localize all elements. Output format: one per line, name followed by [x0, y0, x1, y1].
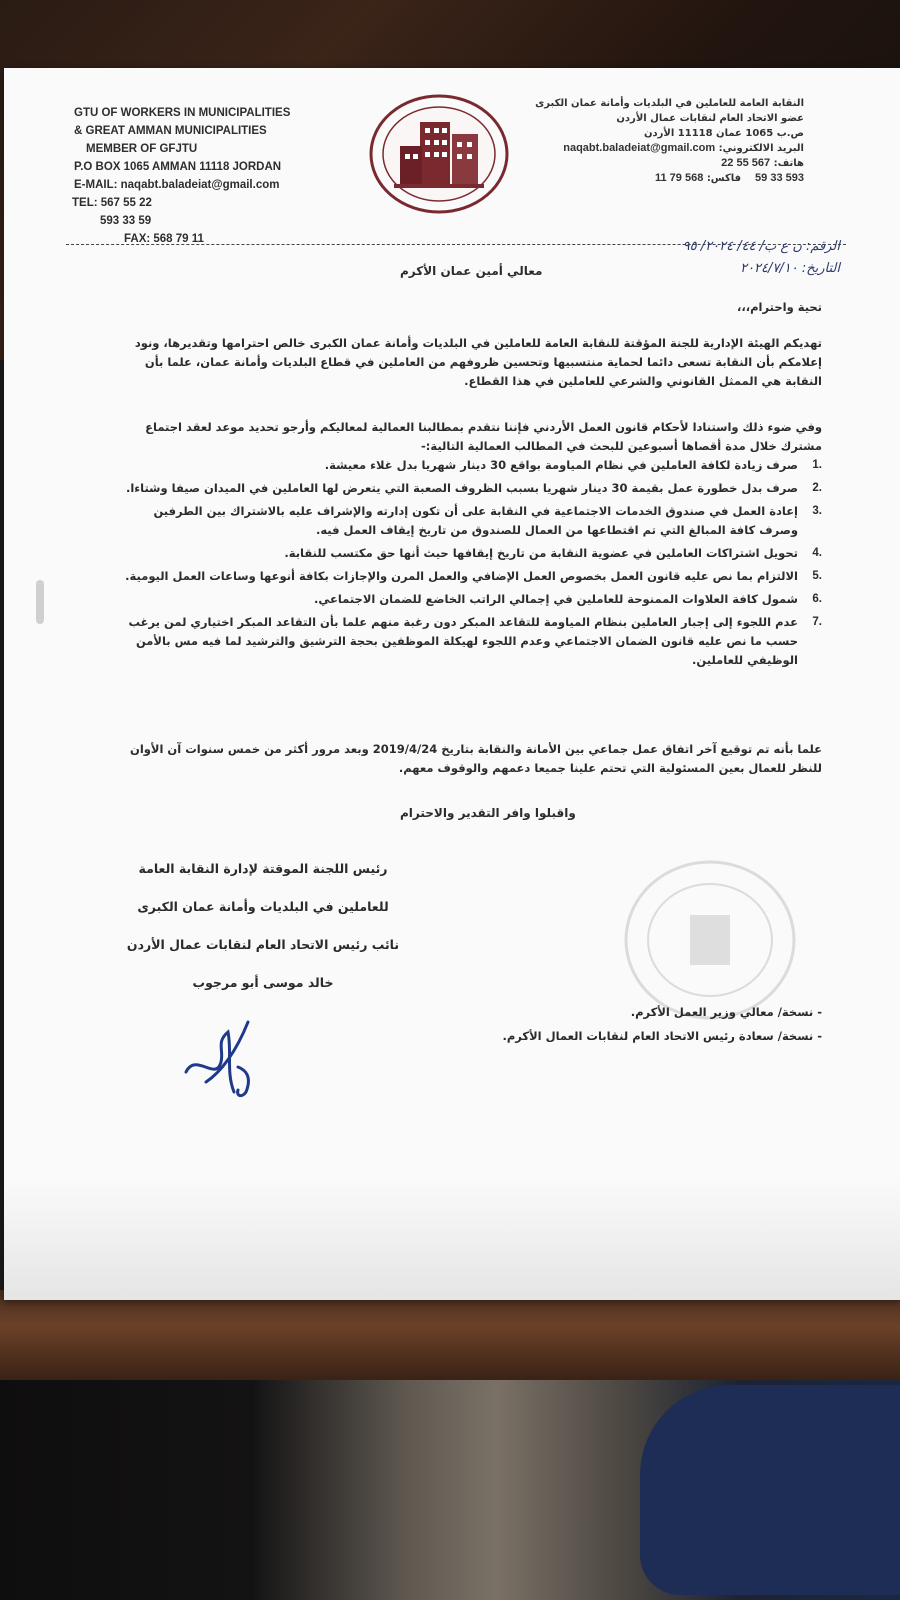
letterhead-en-tel1: TEL: 567 55 22: [72, 197, 152, 209]
reference-date: التاريخ: ٢٠٢٤/٧/١٠: [740, 261, 840, 276]
letterhead-ar-phone-label: هاتف:: [773, 158, 804, 169]
letterhead-ar-phone1: 567 55 22: [721, 157, 771, 169]
regards-line: واقبلوا وافر التقدير والاحترام: [400, 806, 576, 820]
demand-number: 4.: [812, 547, 822, 559]
letterhead-ar-line1: النقابة العامة للعاملين في البلديات وأمانة عمان الكبرى: [535, 98, 804, 109]
demand-number: 7.: [812, 616, 822, 628]
union-logo: [364, 90, 514, 220]
signatory-title1: رئيس اللجنة الموقتة لإدارة النقابة العامة: [138, 861, 388, 876]
demands-list: [122, 456, 822, 674]
demand-text: الالتزام بما نص عليه قانون العمل بخصوص العمل الإضافي والعمل المرن والإجازات بكافة أنوعها وساعات العمل اليومية.: [125, 569, 798, 583]
copy-item: - نسخة/ سعادة رئيس الاتحاد العام لنقابات العمال الأكرم.: [502, 1029, 822, 1043]
letterhead-en-tel2: 593 33 59: [100, 215, 152, 227]
signatory-title3: نائب رئيس الاتحاد العام لنقابات عمال الأردن: [126, 937, 400, 952]
shoe-in-frame: [640, 1385, 900, 1595]
letterhead-en-line3: MEMBER OF GFJTU: [86, 143, 198, 155]
demand-text: إعادة العمل في صندوق الخدمات الاجتماعية في النقابة على أن تكون إدارته والإشراف عليه بالاشتراك بين الطرفين وصرف كافة المبالغ التي تم اقتطاعها من العمال للصندوق من تاريخ إيقاف العمل فيه.: [153, 504, 798, 537]
letterhead-ar-email-label: البريد الالكتروني:: [718, 143, 804, 154]
letterhead-en-contact: [72, 194, 332, 248]
letterhead-en-tel-fax-row: [72, 212, 332, 248]
demand-item: [122, 479, 822, 498]
letterhead-ar-phone-row: [554, 156, 804, 171]
letterhead-ar-line2: عضو الاتحاد العام لنقابات عمال الأردن: [616, 113, 804, 124]
copies-list: [402, 1000, 822, 1048]
letterhead-en-line2: & GREAT AMMAN MUNICIPALITIES: [74, 125, 267, 137]
demand-text: صرف زيادة لكافة العاملين في نظام المياومة بواقع 30 دينار شهريا بدل غلاء معيشة.: [324, 458, 798, 472]
addressee: معالي أمين عمان الأكرم: [400, 264, 543, 278]
demand-item: [122, 590, 822, 609]
letterhead-ar-email: naqabt.baladeiat@gmail.com: [563, 142, 716, 154]
demand-item: [122, 544, 822, 563]
demand-number: 5.: [812, 570, 822, 582]
letterhead-english: [74, 104, 334, 194]
reference-number: الرقم: ن ع ب/ ٤٤/ ٢٠٢٤/ ٩٥: [682, 239, 840, 254]
letterhead-en-line1: GTU OF WORKERS IN MUNICIPALITIES: [74, 107, 291, 119]
demand-item: [122, 567, 822, 586]
letterhead-en-email: E-MAIL: naqabt.baladeiat@gmail.com: [74, 179, 280, 191]
letterhead-en-fax: FAX: 568 79 11: [124, 233, 204, 245]
letterhead-ar-fax-row: [554, 171, 804, 186]
signatory-title2: للعاملين في البلديات وأمانة عمان الكبرى: [137, 899, 389, 914]
reference-block: [520, 236, 840, 280]
closing-paragraph: علما بأنه تم توقيع آخر اتفاق عمل جماعي بين الأمانة والنقابة بتاريخ 2019/4/24 وبعد مرور أكثر من خمس سنوات آن الأوان للنظر للعمال بعين المسئولية التي تحتم علينا جميعا دعمهم والوقوف معهم.: [130, 742, 822, 775]
paragraph-intro: تهديكم الهيئة الإدارية للجنة المؤقتة للنقابة العامة للعاملين في البلديات وأمانة عمان الكبرى خالص احترامها وتقديرها، ونود إعلامكم بأن النقابة تسعى دائما لحماية منتسبيها وتحسين ظروفهم من العاملين في قطاع البلديات وأمانة عمان، علما بأن النقابة هي الممثل القانوني والشرعي للعاملين في هذا القطاع.: [134, 336, 822, 388]
demand-text: تحويل اشتراكات العاملين في عضوية النقابة من تاريخ إيقافها حيث أنها حق مكتسب للنقابة.: [284, 546, 798, 560]
handwritten-signature: [176, 1012, 266, 1102]
demand-item: [122, 502, 822, 540]
paragraph-request: وفي ضوء ذلك واستنادا لأحكام قانون العمل الأردني فإننا نتقدم بمطالبنا العمالية لمعاليكم وأرجو تحديد موعد لعقد اجتماع مشترك خلال مدة أقصاها أسبوعين للبحث في المطالب العمالية التالية:-: [145, 420, 822, 453]
signatory-block: [98, 850, 428, 1002]
greeting: تحية واحترام،،،: [737, 300, 822, 314]
wooden-table-edge: [0, 1290, 900, 1380]
copy-item: - نسخة/ معالي وزير العمل الأكرم.: [630, 1005, 822, 1019]
letterhead-ar-phone2: 593 33 59: [755, 172, 804, 184]
demand-text: صرف بدل خطورة عمل بقيمة 30 دينار شهريا بسبب الظروف الصعبة التي يتعرض لها العاملين في الميدان صيفا وشتاءا.: [125, 481, 798, 495]
letterhead-ar-line3: ص.ب 1065 عمان 11118 الأردن: [644, 128, 804, 139]
demand-item: [122, 613, 822, 670]
letterhead-arabic: [535, 96, 804, 186]
demand-number: 2.: [812, 482, 822, 494]
demand-number: 1.: [812, 459, 822, 471]
paper-punch-mark: [36, 580, 44, 624]
demand-number: 3.: [812, 505, 822, 517]
demand-text: شمول كافة العلاوات الممنوحة للعاملين في إجمالي الراتب الخاضع للضمان الاجتماعي.: [313, 592, 798, 606]
letterhead-ar-fax-label: فاكس:: [706, 173, 742, 184]
paper-shadow: [4, 1180, 900, 1300]
demand-number: 6.: [812, 593, 822, 605]
demand-item: [122, 456, 822, 475]
letterhead-en-line4: P.O BOX 1065 AMMAN 11118 JORDAN: [74, 161, 282, 173]
letterhead-ar-email-row: [554, 141, 804, 156]
demand-text: عدم اللجوء إلى إجبار العاملين بنظام المياومة للتقاعد المبكر دون رغبة منهم علما بأن التقاعد المبكر اختياري لمن يرغب حسب ما نص عليه قانون الضمان الاجتماعي وعدم اللجوء لهيكلة الموظفين بحجة الترشيق والترشيد لما فيه مس بالأمن الوظيفي للعاملين.: [128, 615, 798, 667]
signatory-name: خالد موسى أبو مرجوب: [192, 975, 334, 990]
letterhead-ar-fax: 568 79 11: [654, 172, 704, 184]
